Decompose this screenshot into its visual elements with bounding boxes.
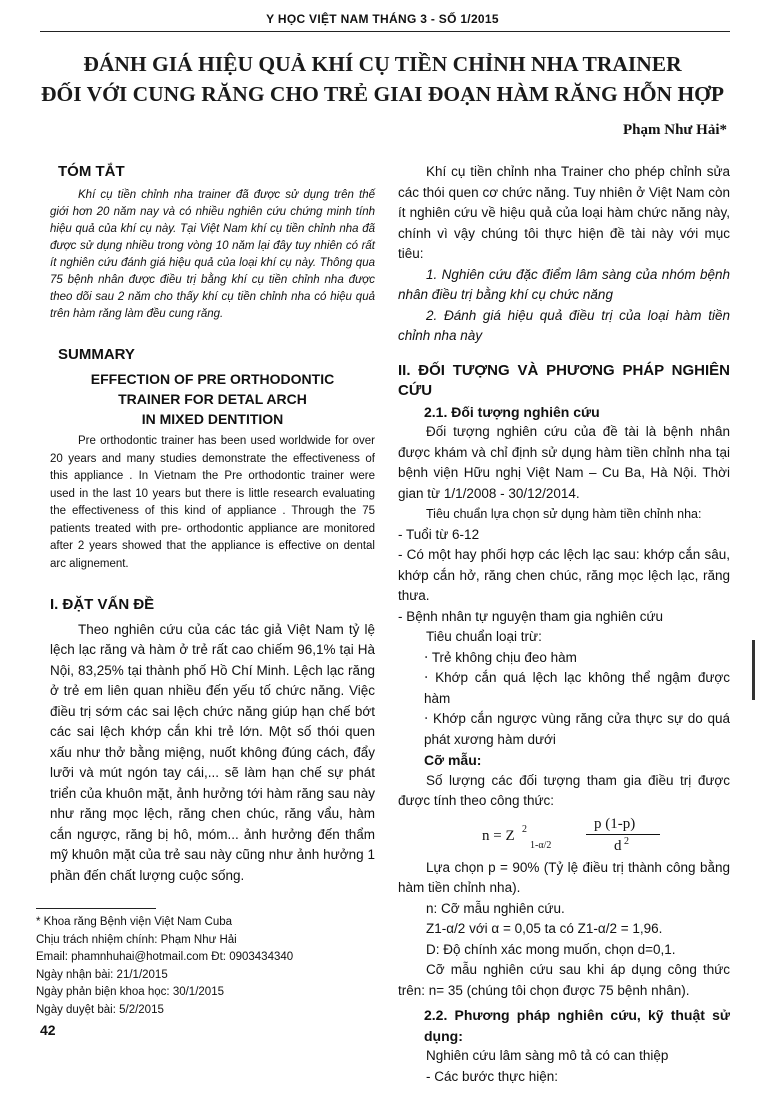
steps-text: - Các bước thực hiện: [426,1068,558,1084]
section-2-heading: II. ĐỐI TƯỢNG VÀ PHƯƠNG PHÁP NGHIÊN CỨU [398,361,730,399]
summary-heading: SUMMARY [58,345,135,363]
inclusion-criterion-3: - Bệnh nhân tự nguyện tham gia nghiên cứu [398,608,664,624]
bullet-icon: ‧ [424,670,436,685]
inclusion-criterion-2: - Có một hay phối hợp các lệch lạc sau: khớp cắn sâu, khớp cắn hở, răng chen chúc, răng mọc lệch lạc, răng thưa. [398,547,730,603]
footnote-reviewed: Ngày phản biện khoa học: 30/1/2015 [36,986,224,998]
summary-title-line-2: TRAINER FOR DETAL ARCH [118,391,307,407]
section-1-heading: I. ĐẶT VẤN ĐỀ [50,596,155,613]
p-choice-text: Lựa chọn p = 90% (Tỷ lệ điều trị thành công bằng hàm tiền chỉnh nha). [398,859,730,895]
summary-title [50,369,375,429]
objective-2: 2. Đánh giá hiệu quả điều trị của loại hàm tiền chỉnh nha này [398,307,730,343]
exclusion-criterion-2-text: Khớp cắn quá lệch lạc không thể ngậm được hàm [424,670,730,706]
bullet-icon: ‧ [424,649,432,665]
subsection-2-1-heading: 2.1. Đối tượng nghiên cứu [424,403,600,420]
subsection-2-1-text: Đối tượng nghiên cứu của đề tài là bệnh nhân được khám và chỉ định sử dụng hàm tiền chỉnh nha tại bệnh viện Hữu nghị Việt Nam – Cu Ba, Hà Nội. Thời gian từ 1/1/2008 - 30/12/2014. [398,424,730,501]
page-number: 42 [40,1022,56,1038]
abstract-text: Khí cụ tiền chỉnh nha trainer đã được sử dụng trên thế giới hơn 20 năm nay và có nhiều nghiên cứu chứng minh tính hiệu quả của khí cụ này. Tại Việt Nam khí cụ tiền chỉnh nha đã được sử dụng nhiều trong vòng 10 năm lại đây tuy nhiên có rất ít nghiên cứu đánh giá hiệu quả của loại khí cụ này. Thông qua 75 bệnh nhân được điều trị bằng khí cụ tiền chỉnh nha được theo dõi sau 2 năm cho thấy khí cụ tiền chỉnh nha có hiệu quả trên hàm răng làm đều cung răng. [50,188,375,320]
inclusion-criterion-1: - Tuổi từ 6-12 [398,526,480,542]
article-title-line-1: ĐÁNH GIÁ HIỆU QUẢ KHÍ CỤ TIỀN CHỈNH NHA TRAINER [83,52,682,76]
summary-title-line-1: EFFECTION OF PRE ORTHODONTIC [90,371,335,387]
inclusion-criteria-label: Tiêu chuẩn lựa chọn sử dụng hàm tiền chỉnh nha: [426,507,702,521]
formula-denominator: d [614,837,622,854]
summary-title-line-3: IN MIXED DENTITION [141,411,284,427]
sample-size-result: Cỡ mẫu nghiên cứu sau khi áp dụng công thức trên: n= 35 (chúng tôi chọn được 75 bệnh nhân). [398,962,730,998]
sample-size-text: Số lượng các đối tượng tham gia điều trị được được tính theo công thức: [398,772,730,808]
sample-size-heading: Cỡ mẫu: [424,752,482,768]
footnote-received: Ngày nhận bài: 21/1/2015 [36,968,168,981]
left-column [50,162,375,886]
running-header: Y HỌC VIỆT NAM THÁNG 3 - SỐ 1/2015 [266,12,499,26]
exclusion-criteria-label: Tiêu chuẩn loại trừ: [426,629,542,644]
subsection-2-2-heading: 2.2. Phương pháp nghiên cứu, kỹ thuật sử dụng: [424,1007,730,1044]
d-definition: D: Độ chính xác mong muốn, chọn d=0,1. [426,941,676,957]
scan-edge-mark [752,640,755,700]
n-definition: n: Cỡ mẫu nghiên cứu. [426,900,565,916]
summary-text: Pre orthodontic trainer has been used worldwide for over 20 years and many studies demonstrate the effectiveness of this appliance . In Vietnam the Pre orthodontic trainer were used in the last 10 years but there is little research evaluating the effectiveness of this kind of appliance . Through the 75 patients treated with pre- orthodontic appliance are monitored after 2 years showed that the appliance is effective on dental arc alignement. [50,435,375,570]
section-1-text: Theo nghiên cứu của các tác giả Việt Nam tỷ lệ lệch lạc răng và hàm ở trẻ rất cao chiếm 96,1% tại Hà Nội, 83,25% tại thành phố Hồ Chí Minh. Lệch lạc răng ở trẻ em liên quan nhiều đến yếu tố chức năng. Việc điều trị sớm các sai lệch chức năng giúp hạn chế bớt các sai lệch khớp cắn khi trẻ lớn. Một số thói quen xấu như thở bằng miệng, nuốt không đúng cách, đẩy lưỡi và mút ngón tay cái,... sẽ làm hạn chế sự phát triển của khuôn mặt, ảnh hưởng tới hàm răng sau này như răng mọc lệch, răng chen chúc, răng vẩu, hàm cắn ngược, răng bị hô, móm... ảnh hưởng đến thẩm mỹ khuôn mặt của trẻ sau này cũng như ảnh hưởng 1 phần đến chất lượng cuộc sống. [50,621,375,883]
header-rule [40,31,730,32]
formula-lhs: n = Z [482,827,515,844]
formula-denominator-exponent: 2 [624,835,629,847]
abstract-heading: TÓM TẮT [58,163,125,180]
objective-1: 1. Nghiên cứu đặc điểm lâm sàng của nhóm bệnh nhân điều trị bằng khí cụ chức năng [398,266,730,302]
exclusion-criterion-2 [398,668,730,709]
sample-size-formula [398,812,730,858]
exclusion-criterion-3-text: Khớp cắn ngược vùng răng cửa thực sự do quá phát xương hàm dưới [424,711,731,747]
method-text: Nghiên cứu lâm sàng mô tả có can thiệp [426,1048,669,1063]
exclusion-criterion-1-text: Trẻ không chịu đeo hàm [431,649,577,665]
formula-z-exponent: 2 [522,823,527,835]
footnote-rule [36,908,156,909]
footnote [36,914,366,1019]
formula-fraction-bar [586,834,660,835]
intro-text: Khí cụ tiền chỉnh nha Trainer cho phép chỉnh sửa các thói quen cơ chức năng. Tuy nhiên ở Việt Nam còn ít nghiên cứu về hiệu quả của loại hàm chức năng này, chính vì vậy chúng tôi thực hiện đề tài này với mục tiêu: [398,164,730,261]
author: Phạm Như Hải* [622,122,727,138]
footnote-corresponding: Chịu trách nhiệm chính: Phạm Như Hải [36,933,237,946]
formula-numerator: p (1-p) [594,815,636,832]
footnote-affiliation: * Khoa răng Bệnh viện Việt Nam Cuba [36,916,233,928]
footnote-contact: Email: phamnhuhai@hotmail.com Đt: 0903434340 [36,951,294,963]
z-definition: Z1-α/2 với α = 0,05 ta có Z1-α/2 = 1,96. [426,921,663,936]
bullet-icon: ‧ [424,711,434,726]
right-column [398,162,730,1087]
article-title-line-2: ĐỐI VỚI CUNG RĂNG CHO TRẺ GIAI ĐOẠN HÀM RĂNG HỖN HỢP [40,82,725,106]
exclusion-criterion-1 [398,648,730,669]
exclusion-criterion-3 [398,709,730,750]
formula-z-subscript: 1-α/2 [530,839,552,851]
footnote-accepted: Ngày duyệt bài: 5/2/2015 [36,1003,164,1016]
